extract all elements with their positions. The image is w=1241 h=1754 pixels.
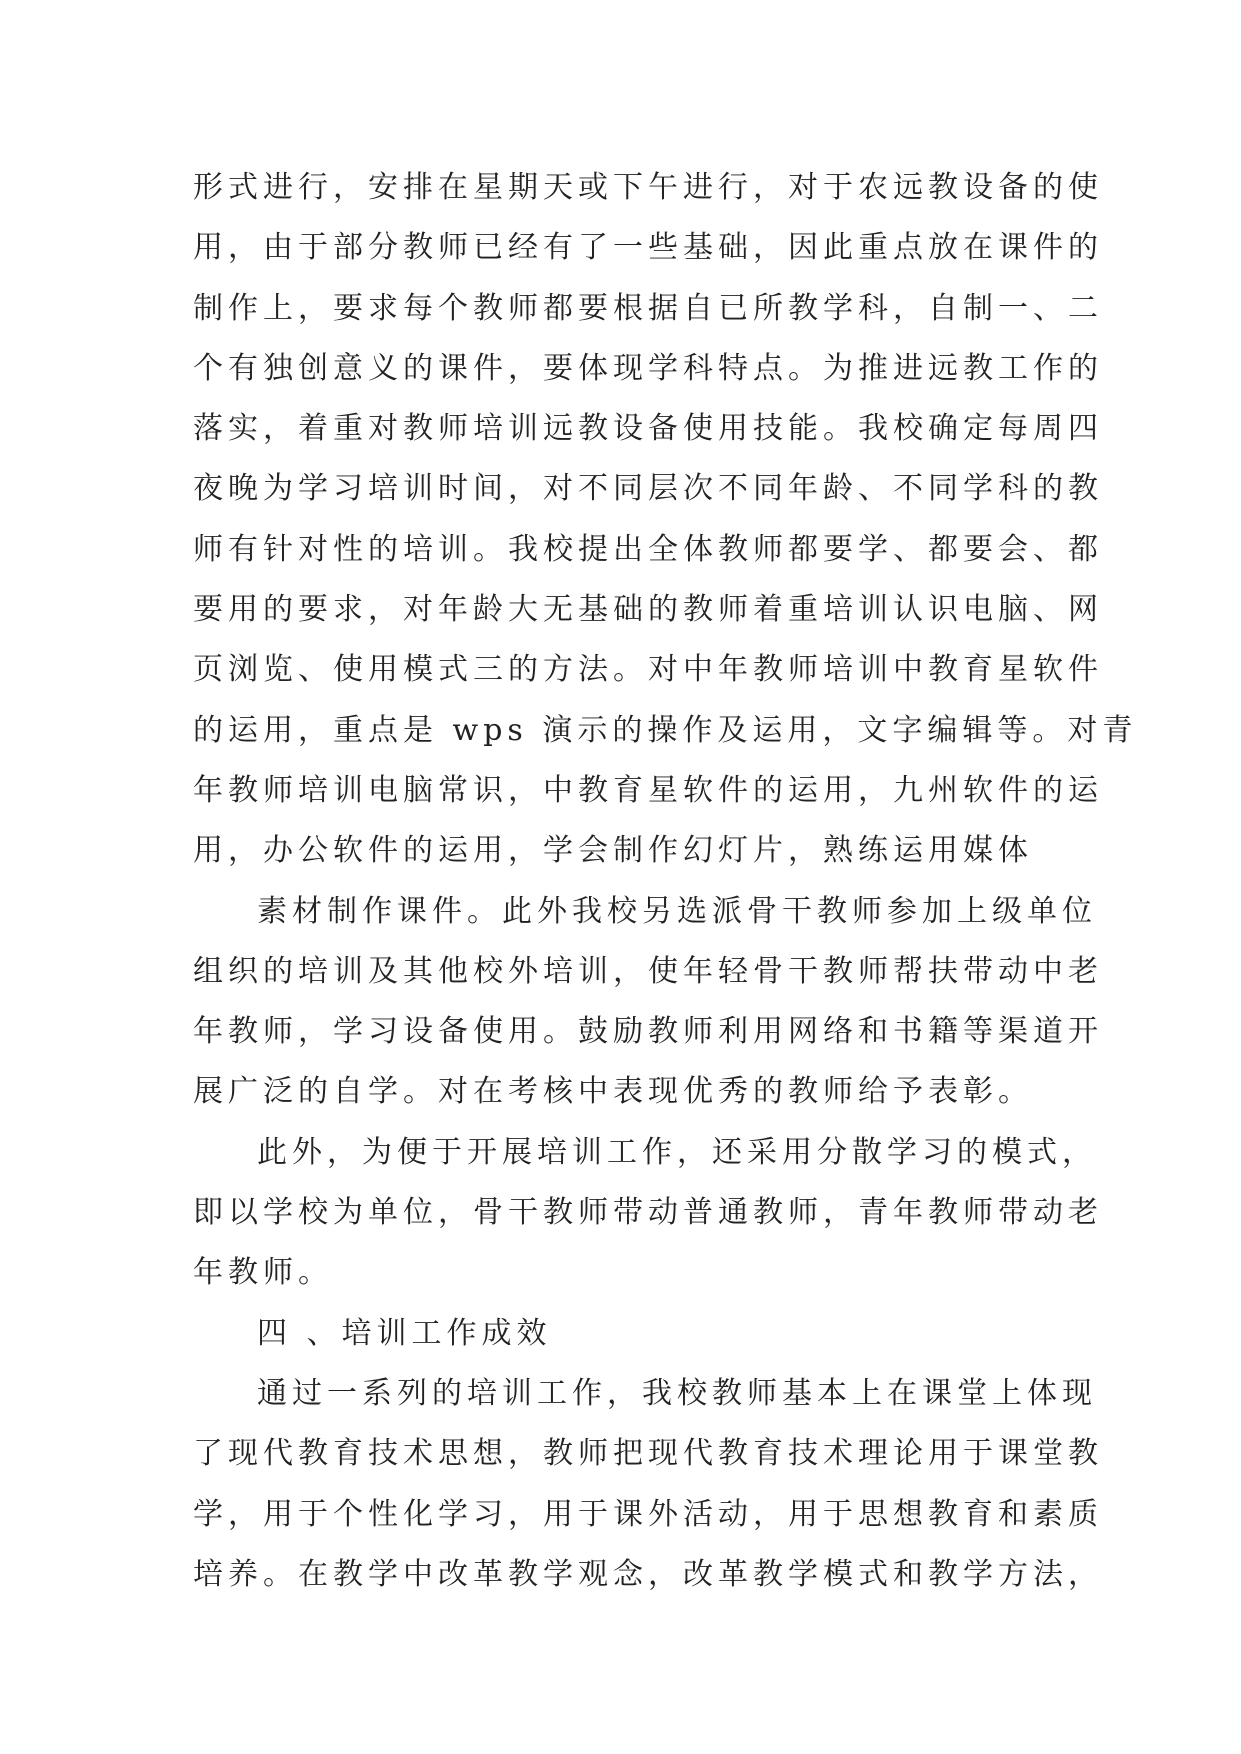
text-line: 制作上，要求每个教师都要根据自已所教学科，自制一、二 <box>193 290 1103 326</box>
text-line: 组织的培训及其他校外培训，使年轻骨干教师帮扶带动中老 <box>193 953 1103 989</box>
section-heading: 四 、培训工作成效 <box>257 1315 552 1351</box>
text-line: 师有针对性的培训。我校提出全体教师都要学、都要会、都 <box>193 531 1103 567</box>
text-line: 个有独创意义的课件，要体现学科特点。为推进远教工作的 <box>193 350 1103 386</box>
text-line: 学，用于个性化学习，用于课外活动，用于思想教育和素质 <box>193 1496 1103 1532</box>
text-line: 页浏览、使用模式三的方法。对中年教师培训中教育星软件 <box>193 652 1103 688</box>
text-line: 落实，着重对教师培训远教设备使用技能。我校确定每周四 <box>193 411 1103 447</box>
text-line: 展广泛的自学。对在考核中表现优秀的教师给予表彰。 <box>193 1074 1033 1110</box>
text-line: 了现代教育技术思想，教师把现代教育技术理论用于课堂教 <box>193 1436 1103 1472</box>
text-line: 的运用，重点是 wps 演示的操作及运用，文字编辑等。对青 <box>193 712 1138 748</box>
text-line: 即以学校为单位，骨干教师带动普通教师，青年教师带动老 <box>193 1195 1103 1231</box>
text-line: 年教师。 <box>193 1255 333 1291</box>
text-line: 年教师培训电脑常识，中教育星软件的运用，九州软件的运 <box>193 772 1103 808</box>
text-line: 夜晚为学习培训时间，对不同层次不同年龄、不同学科的教 <box>193 471 1103 507</box>
text-line: 要用的要求，对年龄大无基础的教师着重培训认识电脑、网 <box>193 592 1103 628</box>
text-line-indented: 通过一系列的培训工作，我校教师基本上在课堂上体现 <box>257 1375 1097 1411</box>
text-line: 培养。在教学中改革教学观念，改革教学模式和教学方法， <box>193 1556 1103 1592</box>
body-text <box>193 158 1138 1605</box>
text-line: 用，由于部分教师已经有了一些基础，因此重点放在课件的 <box>193 230 1103 266</box>
text-line: 年教师，学习设备使用。鼓励教师利用网络和书籍等渠道开 <box>193 1014 1103 1050</box>
text-line: 形式进行，安排在星期天或下午进行，对于农远教设备的使 <box>193 170 1103 205</box>
text-line: 用，办公软件的运用，学会制作幻灯片，熟练运用媒体 <box>193 833 1033 869</box>
text-line-indented: 素材制作课件。此外我校另选派骨干教师参加上级单位 <box>257 893 1097 929</box>
text-line-indented: 此外，为便于开展培训工作，还采用分散学习的模式， <box>257 1134 1097 1170</box>
